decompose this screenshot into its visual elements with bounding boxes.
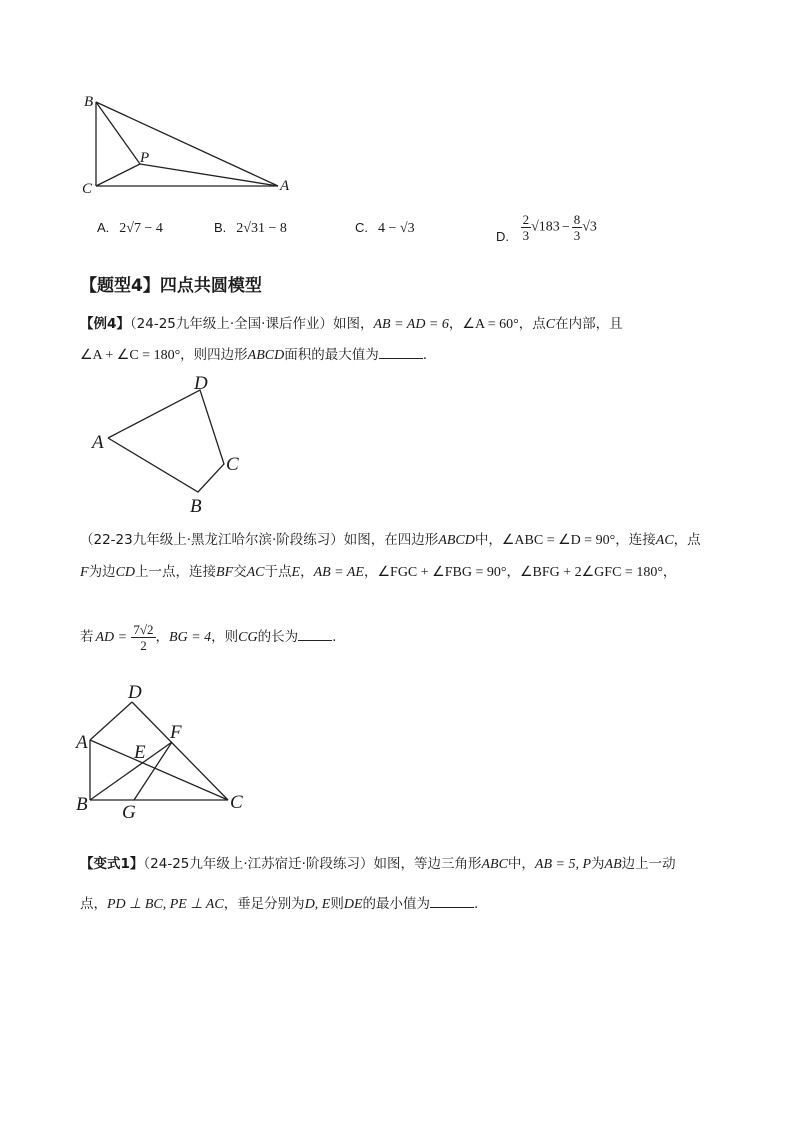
label-d: D (194, 373, 208, 394)
section-heading: 【题型4】四点共圆模型 (80, 276, 262, 296)
choice-b[interactable]: B. 2√31 − 8 (214, 220, 287, 236)
choice-d-frac2: $\frac{8}{3}$ (573, 212, 581, 243)
choice-d-frac1: $\frac{2}{3}$ (522, 212, 530, 243)
problem2-line1: （22-23九年级上·黑龙江哈尔滨·阶段练习）如图，在四边形ABCD中，∠ABC = ∠D = 90°，连接AC，点 (80, 532, 701, 548)
choice-a[interactable]: A. 2√7 − 4 (97, 220, 163, 236)
label-g: G (122, 802, 136, 822)
label-a: A (280, 178, 290, 194)
ad-fraction: $\frac{7√2}{2}$ (133, 621, 154, 653)
label-c: C (82, 181, 93, 197)
choice-c[interactable]: C. 4 − √3 (355, 220, 415, 236)
label-c: C (230, 792, 243, 813)
label-a: A (92, 432, 104, 453)
label-e: E (134, 742, 146, 763)
answer-blank[interactable] (430, 895, 474, 908)
answer-blank[interactable] (298, 628, 332, 641)
label-f: F (170, 722, 182, 743)
label-c: C (226, 454, 239, 475)
label-d: D (128, 682, 142, 703)
example4-line2: ∠A + ∠C = 180°，则四边形ABCD面积的最大值为 . (80, 347, 428, 363)
figure-quadrilateral-abcd (88, 372, 248, 518)
figure-triangle-bca-p (78, 92, 298, 202)
choice-a-expr: 2√7 − 4 (119, 221, 163, 236)
figure-quadrilateral-abcd-efg (72, 682, 252, 822)
label-b: B (76, 794, 88, 815)
problem2-line2: F为边CD上一点，连接BF交AC于点E，AB = AE，∠FGC + ∠FBG = 90°，∠BFG + 2∠GFC = 180°， (80, 564, 677, 580)
label-b: B (190, 496, 202, 517)
label-p: P (140, 150, 150, 166)
choice-b-expr: 2√31 − 8 (236, 221, 287, 236)
label-b: B (84, 94, 94, 110)
variant1-line1: 【变式1】（24-25九年级上·江苏宿迁·阶段练习）如图，等边三角形ABC中，AB = 5, P为AB边上一动 (80, 856, 676, 872)
answer-blank[interactable] (379, 346, 423, 359)
variant1-line2: 点，PD ⊥ BC, PE ⊥ AC，垂足分别为D, E则DE的最小值为 . (80, 896, 479, 912)
example4-line1: 【例4】（24-25九年级上·全国·课后作业）如图，AB = AD = 6，∠A = 60°，点C在内部，且 (80, 316, 623, 332)
choice-d[interactable]: D. $\frac{2}{3}$ √183 − $\frac{8}{3}$ √3 (496, 212, 597, 244)
choice-c-expr: 4 − √3 (378, 221, 415, 236)
problem2-line3: 若 AD = $\frac{7√2}{2}$ ，BG = 4，则CG的长为 . (80, 621, 337, 653)
label-a: A (76, 732, 88, 753)
